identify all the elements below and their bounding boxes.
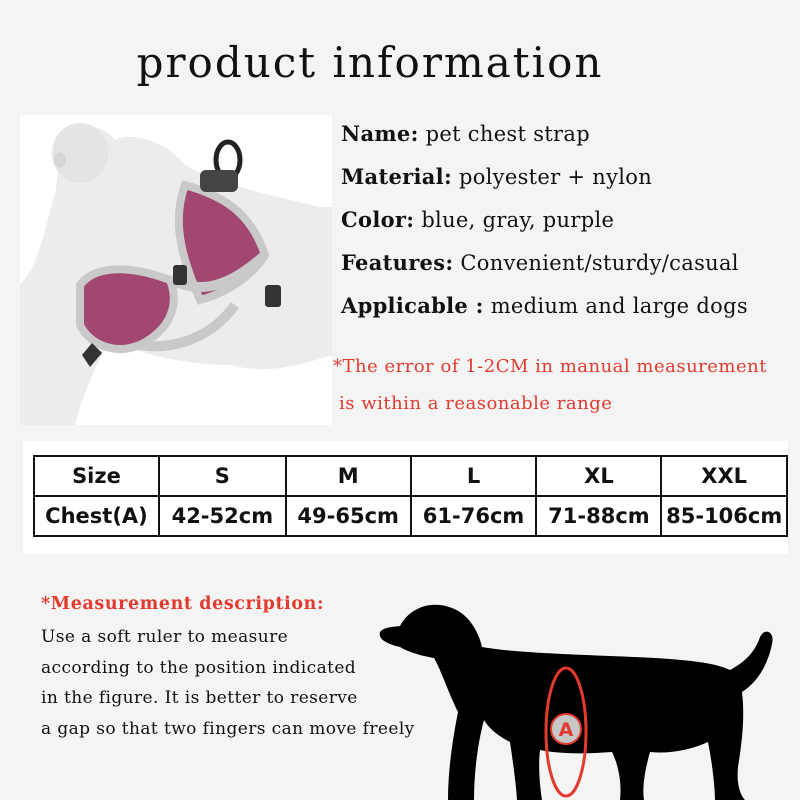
table-cell: 42-52cm xyxy=(159,496,286,536)
dog-mannequin-with-harness-image xyxy=(20,115,332,425)
table-cell: S xyxy=(159,456,286,496)
spec-features: Features: Convenient/sturdy/casual xyxy=(341,250,739,275)
size-chart xyxy=(23,441,788,554)
product-photo xyxy=(20,115,332,425)
spec-name: Name: pet chest strap xyxy=(341,121,590,146)
note-line-2: is within a reasonable range xyxy=(339,393,613,414)
spec-material: Material: polyester + nylon xyxy=(341,164,653,189)
spec-color: Color: blue, gray, purple xyxy=(341,207,615,232)
measurement-line: Use a soft ruler to measure xyxy=(41,627,289,647)
table-cell: XL xyxy=(536,456,661,496)
size-table xyxy=(33,455,788,537)
table-cell: L xyxy=(411,456,537,496)
measurement-line: in the figure. It is better to reserve xyxy=(41,688,358,708)
table-cell: Chest(A) xyxy=(34,496,159,536)
table-cell: 85-106cm xyxy=(661,496,787,536)
measurement-line: according to the position indicated xyxy=(41,657,357,678)
measurement-line: a gap so that two fingers can move freely xyxy=(41,718,415,739)
table-cell: 49-65cm xyxy=(286,496,411,536)
table-cell: 71-88cm xyxy=(536,496,661,536)
table-cell: Size xyxy=(34,456,159,496)
measurement-error-note xyxy=(333,348,767,422)
table-cell: XXL xyxy=(661,456,787,496)
product-specs xyxy=(341,118,748,333)
table-row xyxy=(34,496,787,536)
note-line-1: *The error of 1-2CM in manual measurement xyxy=(333,356,767,377)
marker-label: A xyxy=(558,719,574,741)
measurement-description xyxy=(41,622,415,744)
spec-applicable: Applicable : medium and large dogs xyxy=(341,293,748,318)
measurement-title: *Measurement description: xyxy=(41,594,325,614)
dog-silhouette-measurement-diagram xyxy=(370,592,800,800)
table-cell: 61-76cm xyxy=(411,496,537,536)
table-cell: M xyxy=(286,456,411,496)
table-header-row xyxy=(34,456,787,496)
page-title: product information xyxy=(136,38,604,87)
